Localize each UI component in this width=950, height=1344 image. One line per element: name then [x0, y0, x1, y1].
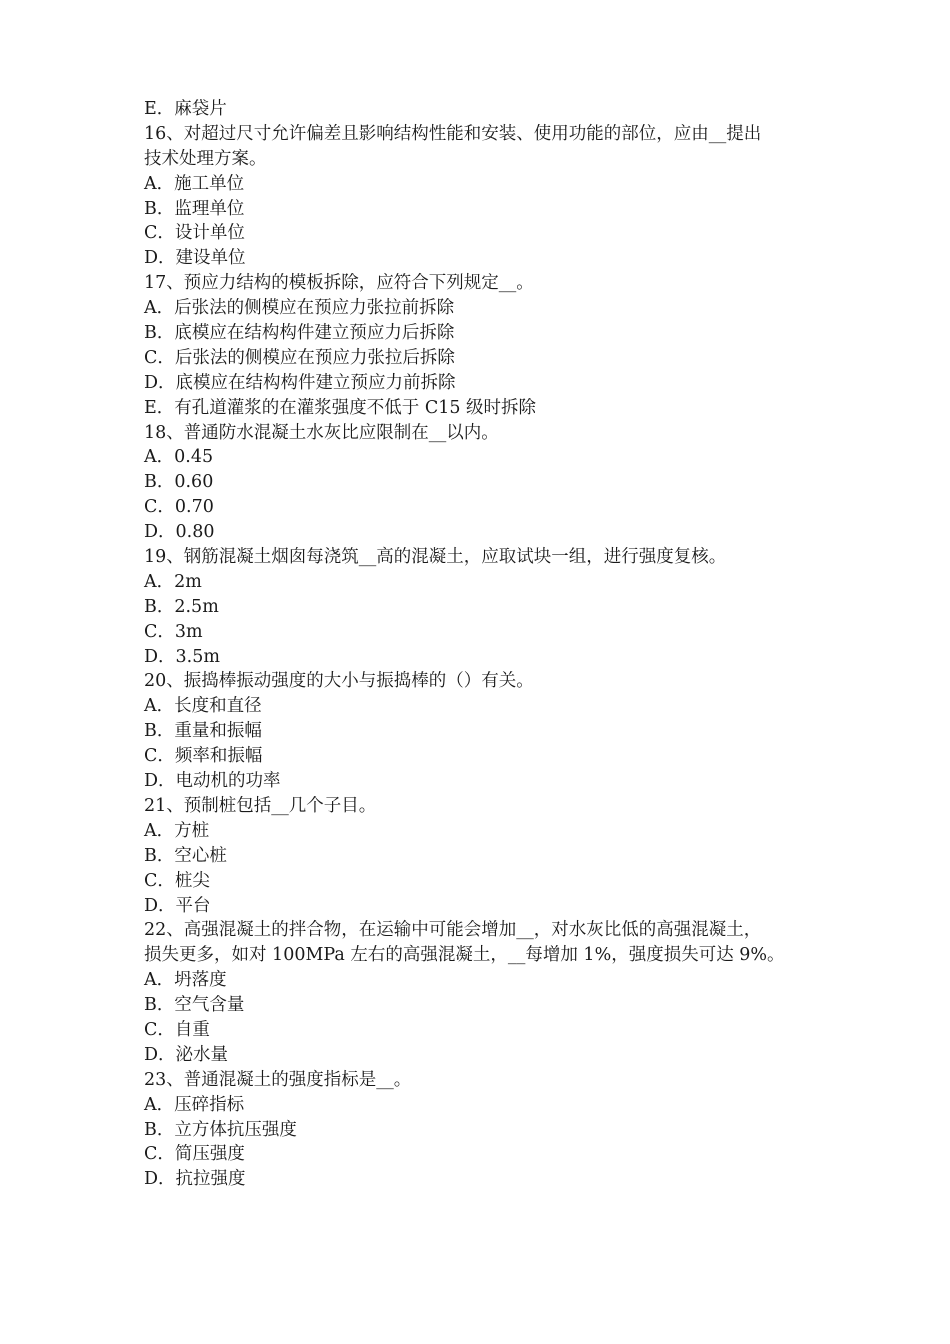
option-line: D．底模应在结构构件建立预应力前拆除	[144, 372, 456, 393]
option-line: B．底模应在结构构件建立预应力后拆除	[144, 323, 455, 344]
option-line: A．0.45	[144, 447, 214, 468]
option-line: A．2m	[144, 571, 202, 592]
document-body	[144, 97, 814, 1192]
option-line: B．重量和振幅	[144, 721, 262, 742]
option-line: A．后张法的侧模应在预应力张拉前拆除	[144, 298, 455, 319]
option-line: C．3m	[144, 621, 203, 642]
option-line: B．立方体抗压强度	[144, 1119, 297, 1140]
option-line: C．频率和振幅	[144, 746, 263, 767]
option-line: A．坍落度	[144, 970, 227, 991]
option-line: D．建设单位	[144, 248, 246, 269]
option-line: C．自重	[144, 1019, 210, 1040]
question-line: 20、振捣棒振动强度的大小与振捣棒的（）有关。	[144, 671, 534, 692]
option-line: C．简压强度	[144, 1144, 245, 1165]
option-line: D．0.80	[144, 522, 215, 543]
question-line: 损失更多，如对 100MPa 左右的高强混凝土，__每增加 1%，强度损失可达 9%。	[144, 945, 785, 966]
option-line: B．0.60	[144, 472, 214, 493]
option-line: E．有孔道灌浆的在灌浆强度不低于 C15 级时拆除	[144, 397, 537, 418]
option-line: C．设计单位	[144, 223, 245, 244]
question-line: 16、对超过尺寸允许偏差且影响结构性能和安装、使用功能的部位，应由__提出	[144, 123, 762, 144]
question-line: 23、普通混凝土的强度指标是__。	[144, 1069, 412, 1090]
option-line: A．压碎指标	[144, 1094, 245, 1115]
option-line: A．施工单位	[144, 173, 245, 194]
question-line: 技术处理方案。	[144, 148, 267, 169]
option-line: C．桩尖	[144, 870, 210, 891]
option-line: B．空气含量	[144, 995, 245, 1016]
option-line: B．监理单位	[144, 198, 245, 219]
option-line: A．方桩	[144, 820, 210, 841]
option-line: B．2.5m	[144, 596, 219, 617]
option-line: A．长度和直径	[144, 696, 262, 717]
option-line: D．抗拉强度	[144, 1169, 246, 1190]
option-line: D．平台	[144, 895, 211, 916]
question-line: 21、预制桩包括__几个子目。	[144, 795, 377, 816]
option-line: B．空心桩	[144, 845, 227, 866]
option-line: C．后张法的侧模应在预应力张拉后拆除	[144, 347, 455, 368]
option-line: D．3.5m	[144, 646, 220, 667]
question-line: 17、预应力结构的模板拆除，应符合下列规定__。	[144, 273, 534, 294]
option-line: D．泌水量	[144, 1044, 229, 1065]
option-line: E．麻袋片	[144, 99, 227, 119]
question-line: 19、钢筋混凝土烟囱每浇筑__高的混凝土，应取试块一组，进行强度复核。	[144, 547, 727, 568]
option-line: D．电动机的功率	[144, 771, 281, 792]
question-line: 22、高强混凝土的拌合物，在运输中可能会增加__，对水灰比低的高强混凝土，	[144, 920, 762, 941]
question-line: 18、普通防水混凝土水灰比应限制在__以内。	[144, 422, 499, 443]
option-line: C．0.70	[144, 497, 214, 518]
